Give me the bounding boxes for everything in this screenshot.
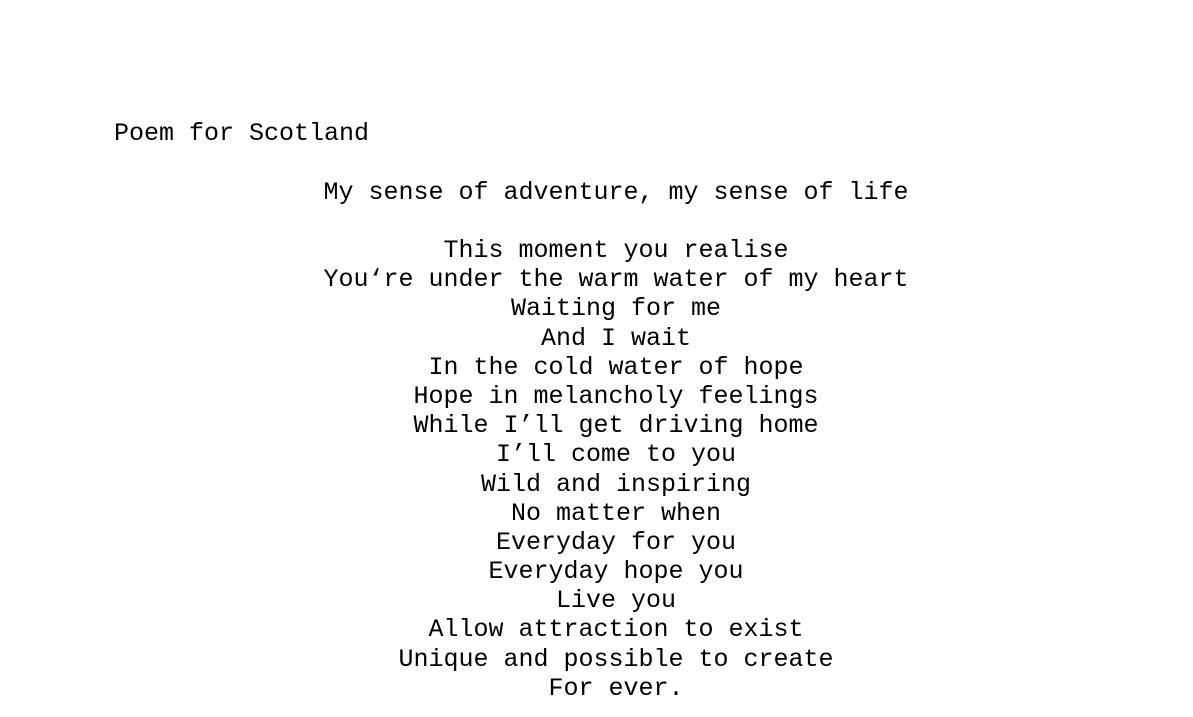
poem-line: In the cold water of hope <box>428 352 804 382</box>
poem-line: Wild and inspiring <box>480 469 752 499</box>
poem-line: While I’ll get driving home <box>413 411 819 441</box>
poem-line: No matter when <box>510 498 722 528</box>
poem-line: Unique and possible to create <box>398 644 834 674</box>
poem-line: And I wait <box>540 323 692 353</box>
poem-line: Waiting for me <box>510 294 722 324</box>
poem-line: This moment you realise <box>443 236 789 265</box>
poem-line: Hope in melancholy feelings <box>413 381 819 411</box>
poem-line: For ever. <box>548 673 684 703</box>
poem-line: I’ll come to you <box>495 440 737 470</box>
poem-line: Live you <box>555 586 677 616</box>
poem-line: You‘re under the warm water of my heart <box>323 265 909 295</box>
poem-subtitle: My sense of adventure, my sense of life <box>323 178 909 207</box>
poem-line: Allow attraction to exist <box>428 615 804 645</box>
poem-line: Everyday for you <box>495 527 737 557</box>
poem-title: Poem for Scotland <box>114 119 370 148</box>
poem-line: Everyday hope you <box>488 557 744 587</box>
poem-stanza <box>0 236 1193 703</box>
